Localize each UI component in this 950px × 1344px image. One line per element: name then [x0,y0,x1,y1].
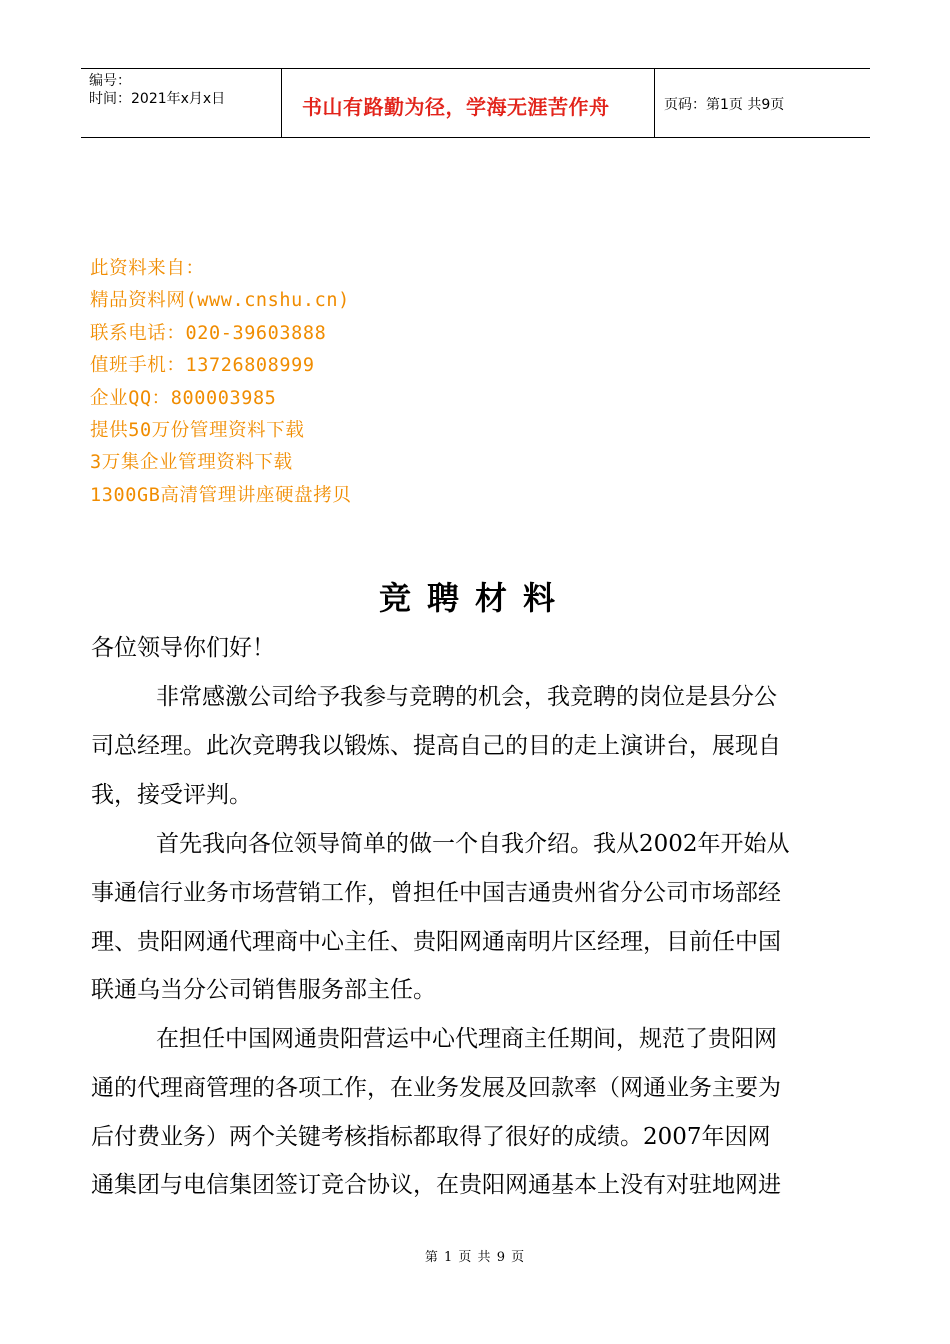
paragraph-line: 事通信行业务市场营销工作，曾担任中国吉通贵州省分公司市场部经 [91,879,781,906]
document-title: 竞聘材料 [378,579,571,617]
paragraph-line: 后付费业务）两个关键考核指标都取得了很好的成绩。2007年因网 [91,1123,771,1150]
paragraph-line: 司总经理。此次竞聘我以锻炼、提高自己的目的走上演讲台，展现自 [91,732,781,759]
paragraph-line: 首先我向各位领导简单的做一个自我介绍。我从2002年开始从 [156,831,790,857]
paragraph-line: 我，接受评判。 [91,781,252,808]
source-line: 精品资料网(www.cnshu.cn) [90,290,350,312]
body-paragraph [91,673,861,819]
paragraph-line: 通集团与电信集团签订竞合协议，在贵阳网通基本上没有对驻地网进 [91,1172,781,1199]
paragraph-line: 非常感激公司给予我参与竞聘的机会，我竞聘的岗位是县分公 [156,684,777,710]
date-label: 时间：2021年x月x日 [89,91,226,107]
header-motto: 书山有路勤为径，学海无涯苦作舟 [302,95,610,119]
paragraph-line: 在担任中国网通贵阳营运中心代理商主任期间，规范了贵阳网 [156,1026,777,1052]
page-footer: 第 1 页 共 9 页 [424,1250,526,1265]
header-page-cell [655,69,870,137]
paragraph-line: 理、贵阳网通代理商中心主任、贵阳网通南明片区经理，目前任中国 [91,928,781,955]
source-line: 3万集企业管理资料下载 [90,452,293,474]
number-label: 编号： [89,73,131,89]
source-line: 企业QQ：800003985 [90,387,277,409]
source-line: 值班手机：13726808999 [90,355,315,377]
source-line: 1300GB高清管理讲座硬盘拷贝 [90,484,352,506]
paragraph-line: 联通乌当分公司销售服务部主任。 [91,977,436,1004]
header-page-info: 页码：第1页 共9页 [664,97,785,113]
body-paragraph [91,820,861,1015]
source-line: 此资料来自： [90,258,205,279]
document-header [81,68,870,138]
header-motto-cell [282,69,655,137]
body-paragraph [91,1015,861,1210]
source-info-block [90,253,351,512]
source-line: 联系电话：020-39603888 [90,322,327,344]
header-info-cell [81,69,282,137]
greeting: 各位领导你们好！ [91,635,275,661]
source-line: 提供50万份管理资料下载 [90,419,305,441]
paragraph-line: 通的代理商管理的各项工作，在业务发展及回款率（网通业务主要为 [91,1074,781,1101]
